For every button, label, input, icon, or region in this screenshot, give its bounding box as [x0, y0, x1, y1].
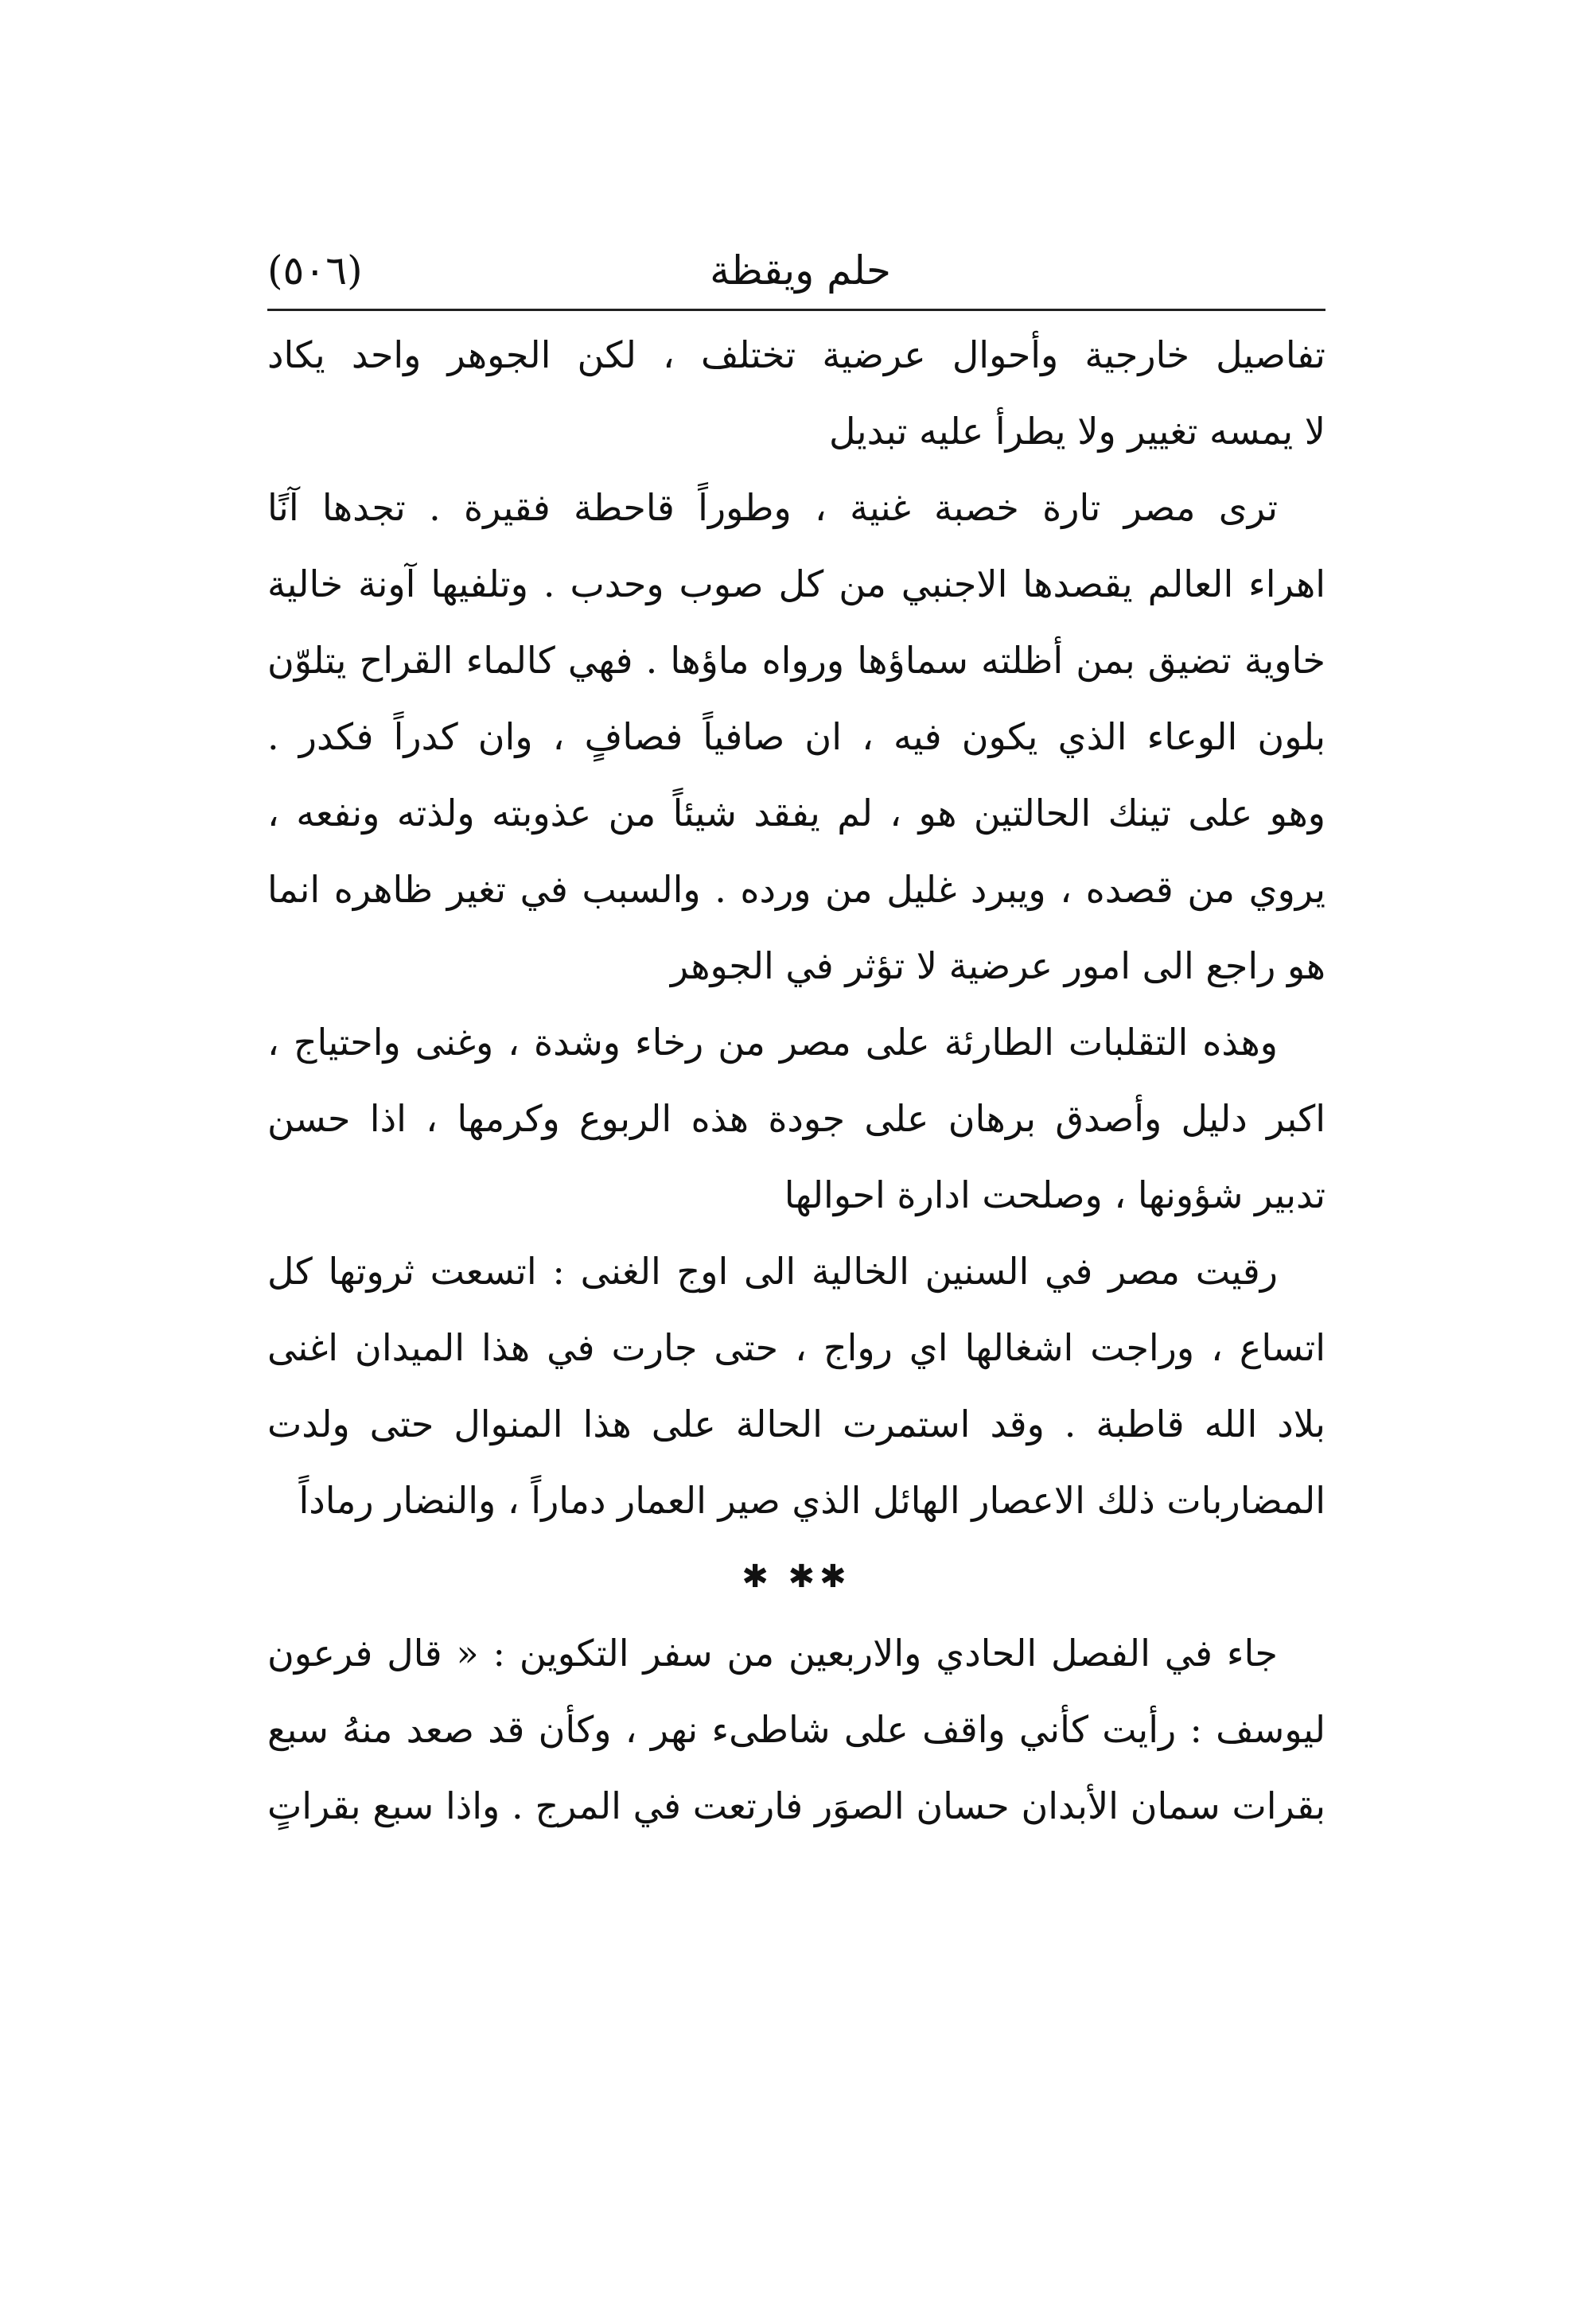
text-line: هو راجع الى امور عرضية لا تؤثر في الجوهر — [670, 944, 1325, 987]
text-line: ليوسف : رأيت كأني واقف على شاطىء نهر ، وكأن قد صعد منهُ سبع — [267, 1708, 1325, 1751]
text-line: خاوية تضيق بمن أظلته سماؤها ورواه ماؤها . فهي كالماء القراح يتلوّن — [267, 639, 1325, 682]
text-line: بلون الوعاء الذي يكون فيه ، ان صافياً فصافٍ ، وان كدراً فكدر . — [267, 715, 1325, 758]
text-line: تفاصيل خارجية وأحوال عرضية تختلف ، لكن الجوهر واحد يكاد — [267, 333, 1325, 376]
paragraph — [267, 317, 1325, 469]
text-line: وهو على تينك الحالتين هو ، لم يفقد شيئاً من عذوبته ولذته ونفعه ، — [267, 792, 1325, 835]
section-separator: ✱✱ ✱ — [742, 1558, 851, 1595]
text-line: المضاربات ذلك الاعصار الهائل الذي صير العمار دماراً ، والنضار رماداً — [298, 1479, 1325, 1522]
text-line: جاء في الفصل الحادي والاربعين من سفر التكوين : « قال فرعون — [267, 1632, 1278, 1675]
paragraph — [267, 1615, 1325, 1844]
header-rule — [267, 309, 1325, 311]
text-line: رقيت مصر في السنين الخالية الى اوج الغنى : اتسعت ثروتها كل — [267, 1250, 1278, 1293]
body-text — [267, 317, 1325, 1844]
text-line: اهراء العالم يقصدها الاجنبي من كل صوب وحدب . وتلفيها آونة خالية — [267, 562, 1325, 605]
text-line: بلاد الله قاطبة . وقد استمرت الحالة على هذا المنوال حتى ولدت — [267, 1403, 1325, 1445]
running-title: حلم ويقظة — [710, 247, 891, 294]
running-header — [267, 239, 1325, 302]
text-line: يروي من قصده ، ويبرد غليل من ورده . والسبب في تغير ظاهره انما — [267, 868, 1325, 911]
text-line: لا يمسه تغيير ولا يطرأ عليه تبديل — [828, 410, 1325, 453]
paragraph — [267, 1004, 1325, 1233]
text-line: تدبير شؤونها ، وصلحت ادارة احوالها — [784, 1173, 1325, 1216]
text-line: ترى مصر تارة خصبة غنية ، وطوراً قاحطة فقيرة . تجدها آنًا — [267, 486, 1278, 529]
paragraph — [267, 1233, 1325, 1539]
text-line: وهذه التقلبات الطارئة على مصر من رخاء وشدة ، وغنى واحتياج ، — [267, 1021, 1278, 1064]
paragraph — [267, 469, 1325, 1004]
text-line: اكبر دليل وأصدق برهان على جودة هذه الربوع وكرمها ، اذا حسن — [267, 1097, 1325, 1140]
page-number: (٥٠٦) — [267, 247, 363, 294]
text-line: بقرات سمان الأبدان حسان الصوَر فارتعت في المرج . واذا سبع بقراتٍ — [267, 1784, 1325, 1827]
text-line: اتساع ، وراجت اشغالها اي رواج ، حتى جارت في هذا الميدان اغنى — [267, 1326, 1325, 1369]
